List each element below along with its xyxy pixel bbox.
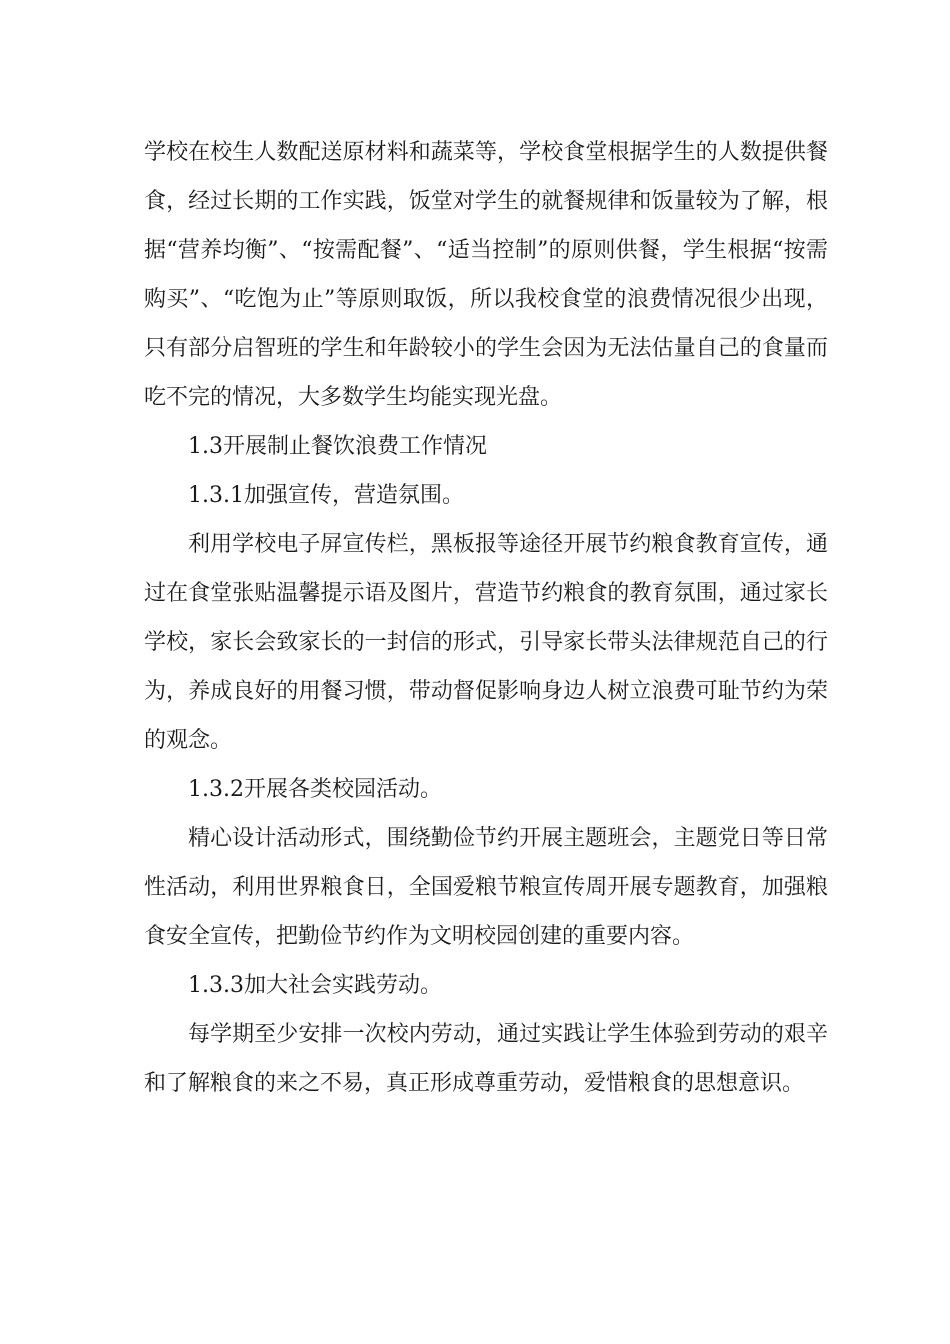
paragraph-labor-practice: 每学期至少安排一次校内劳动，通过实践让学生体验到劳动的艰辛和了解粮食的来之不易，真正形成尊重劳动，爱惜粮食的思想意识。 — [144, 1022, 828, 1096]
heading-1-3-1: 1.3.1加强宣传，营造氛围。 — [188, 483, 464, 508]
document-body — [144, 128, 828, 1108]
paragraph-canteen-situation: 学校在校生人数配送原材料和蔬菜等，学校食堂根据学生的人数提供餐食，经过长期的工作实践，饭堂对学生的就餐规律和饭量较为了解，根据“营养均衡”、“按需配餐”、“适当控制”的原则供餐，学生根据“按需购买”、“吃饱为止”等原则取饭，所以我校食堂的浪费情况很少出现，只有部分启智班的学生和年龄较小的学生会因为无法估量自己的食量而吃不完的情况，大多数学生均能实现光盘。 — [144, 140, 828, 410]
paragraph-publicity: 利用学校电子屏宣传栏，黑板报等途径开展节约粮食教育宣传，通过在食堂张贴温馨提示语及图片，营造节约粮食的教育氛围，通过家长学校，家长会致家长的一封信的形式，引导家长带头法律规范自己的行为，养成良好的用餐习惯，带动督促影响身边人树立浪费可耻节约为荣的观念。 — [144, 532, 828, 753]
heading-1-3-2: 1.3.2开展各类校园活动。 — [188, 777, 442, 802]
heading-1-3: 1.3开展制止餐饮浪费工作情况 — [188, 434, 487, 459]
paragraph-campus-activities: 精心设计活动形式，围绕勤俭节约开展主题班会，主题党日等日常性活动，利用世界粮食日，全国爱粮节粮宣传周开展专题教育，加强粮食安全宣传，把勤俭节约作为文明校园创建的重要内容。 — [144, 826, 828, 949]
heading-1-3-3: 1.3.3加大社会实践劳动。 — [188, 973, 442, 998]
